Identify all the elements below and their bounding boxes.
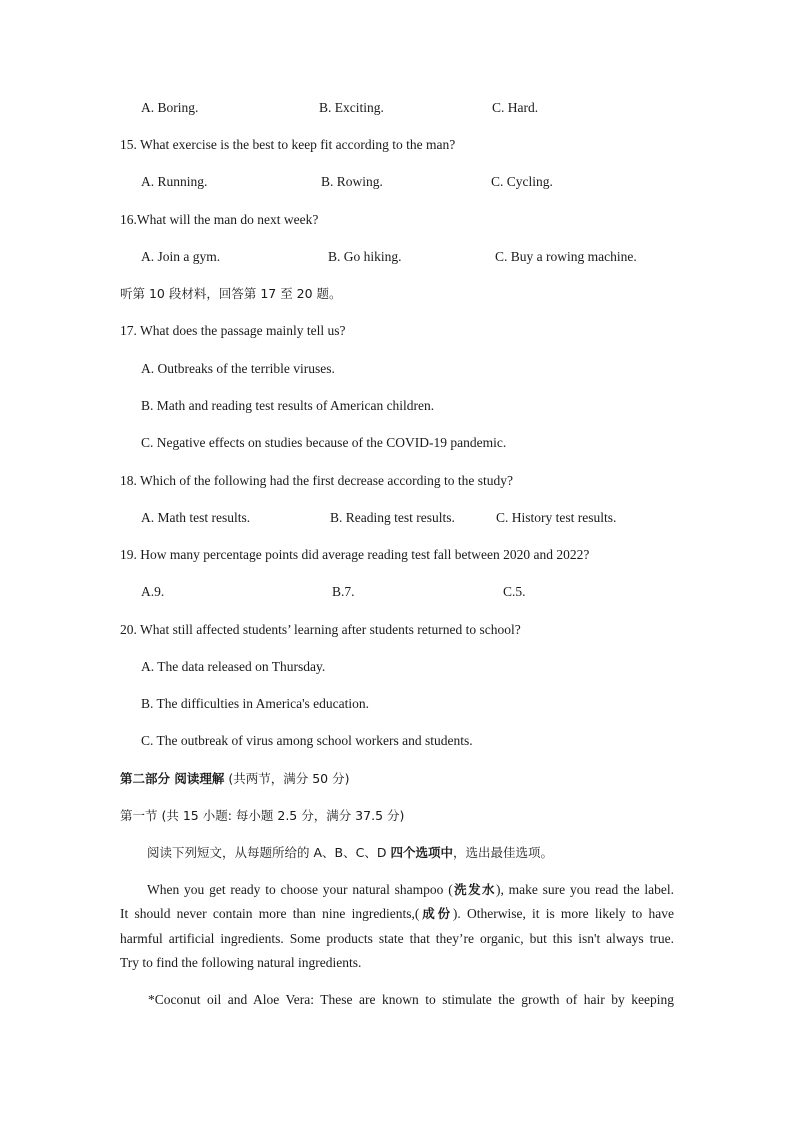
passage-paragraph-2 bbox=[120, 988, 674, 1012]
passage-line: *Coconut oil and Aloe Vera: These are known to stimulate the growth of hair by keeping bbox=[148, 992, 674, 1007]
section1-heading: 第一节 (共 15 小题: 每小题 2.5 分，满分 37.5 分) bbox=[120, 808, 405, 823]
q18-option-b: B. Reading test results. bbox=[330, 510, 455, 525]
q14-option-c: C. Hard. bbox=[492, 100, 539, 115]
q15-stem: 15. What exercise is the best to keep fit according to the man? bbox=[120, 137, 456, 152]
q15-option-c: C. Cycling. bbox=[491, 174, 553, 189]
q15-option-a: A. Running. bbox=[141, 174, 208, 189]
q14-option-a: A. Boring. bbox=[141, 100, 199, 115]
q14-option-b: B. Exciting. bbox=[319, 100, 384, 115]
reading-instruction-pre: 阅读下列短文，从每题所给的 A、B、C、D bbox=[147, 845, 391, 860]
part2-heading-title: 第二部分 阅读理解 bbox=[120, 771, 225, 786]
q16-option-c: C. Buy a rowing machine. bbox=[495, 249, 637, 264]
part2-heading bbox=[120, 771, 349, 787]
q19-option-a: A.9. bbox=[141, 584, 165, 599]
reading-instruction-post: ，选出最佳选项。 bbox=[452, 845, 553, 860]
q18-option-a: A. Math test results. bbox=[141, 510, 251, 525]
q16-option-b: B. Go hiking. bbox=[328, 249, 402, 264]
q17-option-c: C. Negative effects on studies because of the COVID-19 pandemic. bbox=[141, 435, 507, 450]
q20-option-b: B. The difficulties in America's education. bbox=[141, 696, 370, 711]
q16-stem: 16.What will the man do next week? bbox=[120, 212, 319, 227]
q15-option-b: B. Rowing. bbox=[321, 174, 383, 189]
q18-option-c: C. History test results. bbox=[496, 510, 617, 525]
passage-line: harmful artificial ingredients. Some products state that they’re organic, but this isn't always true. bbox=[120, 930, 674, 946]
passage-line: It should never contain more than nine ingredients,(成份). Otherwise, it is more likely to have bbox=[120, 906, 674, 922]
q17-stem: 17. What does the passage mainly tell us? bbox=[120, 323, 346, 338]
q17-option-a: A. Outbreaks of the terrible viruses. bbox=[141, 361, 335, 376]
part2-heading-score: (共两节，满分 50 分) bbox=[228, 771, 350, 786]
q20-stem: 20. What still affected students’ learning after students returned to school? bbox=[120, 622, 521, 637]
q19-option-c: C.5. bbox=[503, 584, 526, 599]
reading-instruction bbox=[147, 845, 553, 861]
q18-stem: 18. Which of the following had the first decrease according to the study? bbox=[120, 473, 514, 488]
q19-option-b: B.7. bbox=[332, 584, 355, 599]
q17-option-b: B. Math and reading test results of American children. bbox=[141, 398, 435, 413]
reading-instruction-bold: 四个选项中 bbox=[390, 845, 453, 860]
q20-option-a: A. The data released on Thursday. bbox=[141, 659, 326, 674]
q19-stem: 19. How many percentage points did average reading test fall between 2020 and 2022? bbox=[120, 547, 590, 562]
passage-line: When you get ready to choose your natural shampoo (洗发水), make sure you read the label. bbox=[147, 882, 674, 897]
q16-option-a: A. Join a gym. bbox=[141, 249, 221, 264]
section10-instruction: 听第 10 段材料，回答第 17 至 20 题。 bbox=[120, 286, 342, 301]
passage-paragraph-1 bbox=[120, 878, 674, 976]
passage-line: Try to find the following natural ingredients. bbox=[120, 955, 362, 971]
q20-option-c: C. The outbreak of virus among school workers and students. bbox=[141, 733, 473, 748]
